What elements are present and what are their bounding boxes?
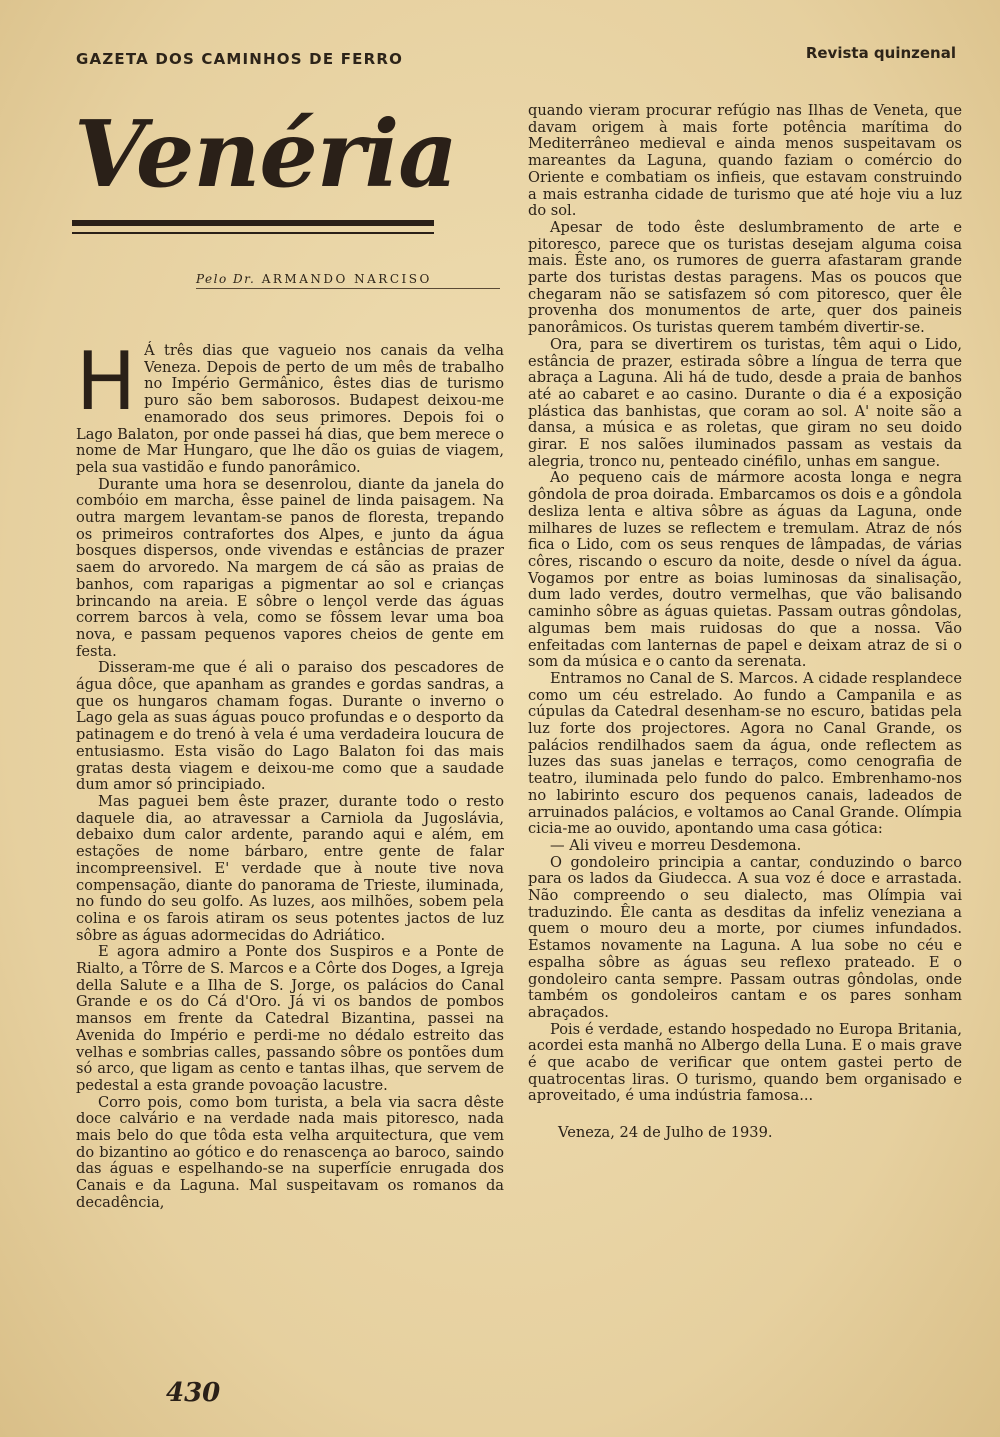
title-rule-thin: [72, 232, 434, 234]
first-paragraph: [76, 335, 504, 477]
paragraph: Á três dias que vagueio nos canais da velha Veneza. Depois de perto de um mês de trabalho no Império Germânico, êstes dias de turismo puro são bem saborosos. Budapest deixou-me enamorado dos seus primores. Depois foi o Lago Balaton, por onde passei há dias, que bem merece o nome de Mar Hungaro, que lhe dão os guias de viagem, pela sua vastidão e fundo panorâmico.: [76, 342, 504, 476]
drop-cap: H: [76, 335, 137, 428]
byline-author: ARMANDO NARCISO: [261, 272, 432, 286]
paragraph: Corro pois, como bom turista, a bela via sacra dêste doce calvário e na verdade nada mais pitoresco, nada mais belo do que tôda esta velha arquitectura, que vem do bizantino ao gótico e do renascença ao baroco, saindo das águas e espelhando-se na superfície enrugada dos Canais e da Laguna. Mal suspeitavam os romanos da decadência,: [76, 1093, 504, 1211]
paragraph: Pois é verdade, estando hospedado no Europa Britania, acordei esta manhã no Albergo della Luna. E o mais grave é que acabo de verificar que ontem gastei perto de quatrocentas liras. O turismo, quando bem organisado e aproveitado, é uma indústria famosa...: [528, 1020, 962, 1105]
publication-periodicity: Revista quinzenal: [805, 44, 956, 62]
page-number: 430: [166, 1378, 221, 1408]
paragraph: Ora, para se divertirem os turistas, têm aqui o Lido, estância de prazer, estirada sôbre a língua de terra que abraça a Laguna. Ali há de tudo, desde a praia de banhos até ao cabaret e ao casino. Durante o dia é a exposição plástica das banhistas, que coram ao sol. A' noite são a dansa, a música e as roletas, que giram no seu doido girar. E nos salões iluminados passam as vestais da alegria, tronco nu, penteado cinéfilo, unhas em sangue.: [528, 335, 962, 470]
publication-name: GAZETA DOS CAMINHOS DE FERRO: [76, 50, 404, 68]
paragraph-continuation: quando vieram procurar refúgio nas Ilhas de Veneta, que davam origem à mais forte potência marítima do Mediterrâneo medieval e ainda menos suspeitavam os mareantes da Laguna, quando faziam o comércio do Oriente e combatiam os infieis, que estavam construindo a mais estranha cidade de turismo que até hoje viu a luz do sol.: [528, 102, 962, 220]
dialogue-line: — Ali viveu e morreu Desdemona.: [550, 836, 802, 854]
article-column-left: [76, 335, 505, 1212]
paragraph: E agora admiro a Ponte dos Suspiros e a Ponte de Rialto, a Tôrre de S. Marcos e a Côrte dos Doges, a Igreja della Salute e a Ilha de S. Jorge, os palácios do Canal Grande e os do Cá d'Oro. Já vi os bandos de pombos mansos em frente da Catedral Bizantina, passei na Avenida do Império e perdi-me no dédalo estreito das velhas e sombrias calles, passando sôbre os pontões dum só arco, que ligam as cento e tantas ilhas, que servem de pedestal a esta grande povoação lacustre.: [76, 943, 505, 1094]
article-column-right: [528, 103, 962, 1142]
paragraph: Mas paguei bem êste prazer, durante todo o resto daquele dia, ao atravessar a Carniola da Jugoslávia, debaixo dum calor ardente, parando aqui e além, em estações de nome bárbaro, entre gente de falar incompreensivel. E' verdade que à noute tive nova compensação, diante do panorama de Trieste, iluminada, no fundo do seu golfo. As luzes, aos milhões, sobem pela colina e os farois atiram os seus potentes jactos de luz sôbre as águas adormecidas do Adriático.: [76, 792, 504, 944]
paragraph: Ao pequeno cais de mármore acosta longa e negra gôndola de proa doirada. Embarcamos os dois e a gôndola desliza lenta e altiva sôbre as águas da Laguna, onde milhares de luzes se reflectem e tremulam. Atraz de nós fica o Lido, com os seus renques de lâmpadas, de várias côres, riscando o escuro da noite, desde o nível da água. Vogamos por entre as boias luminosas da sinalisação, dum lado verdes, doutro vermelhas, que vão balisando caminho sôbre as águas quietas. Passam outras gôndolas, algumas bem mais ruidosas do que a nossa. Vão enfeitadas com lanternas de papel e deixam atraz de si o som da música e o canto da serenata.: [528, 469, 962, 671]
article-byline: [196, 272, 500, 289]
paragraph: Apesar de todo êste deslumbramento de arte e pitoresco, parece que os turistas desejam alguma coisa mais. Êste ano, os rumores de guerra afastaram grande parte dos turistas destas paragens. Mas os poucos que chegaram não se satisfazem só com pitoresco, quer êle provenha dos monumentos de arte, quer dos paineis panorâmicos. Os turistas querem também divertir-se.: [528, 218, 962, 337]
paragraph: Disseram-me que é ali o paraiso dos pescadores de água dôce, que apanham as grandes e gordas sandras, a que os hungaros chamam fogas. Durante o inverno o Lago gela as suas águas pouco profundas e o desporto da patinagem e do trenó à vela é uma verdadeira loucura de entusiasmo. Esta visão do Lago Balaton foi das mais gratas desta viagem e deixou-me como que a saudade dum amor só principiado.: [76, 659, 504, 794]
title-rule-thick: [72, 220, 434, 226]
byline-prefix: Pelo Dr.: [196, 272, 256, 286]
paragraph: Entramos no Canal de S. Marcos. A cidade resplandece como um céu estrelado. Ao fundo a Campanila e as cúpulas da Catedral desenham-se no escuro, batidas pela luz forte dos projectores. Agora no Canal Grande, os palácios rendilhados saem da água, onde reflectem as luzes das suas janelas e terraços, como cenografia de teatro, iluminada pelo fundo do palco. Embrenhamo-nos no labirinto escuro dos pequenos canais, ladeados de arruinados palácios, e voltamos ao Canal Grande. Olímpia cicia-me ao ouvido, apontando uma casa gótica:: [528, 669, 962, 838]
article-title: Venéria: [74, 100, 457, 208]
paragraph: O gondoleiro principia a cantar, conduzindo o barco para os lados da Giudecca. A sua voz é doce e arrastada. Não compreendo o seu dialecto, mas Olímpia vai traduzindo. Êle canta as desditas da infeliz veneziana a quem o mouro deu a morte, por ciumes infundados. Estamos novamente na Laguna. A lua sobe no céu e espalha sôbre as águas seu reflexo prateado. E o gondoleiro canta sempre. Passam outras gôndolas, onde também os gondoleiros cantam e os pares sonham abraçados.: [528, 853, 962, 1021]
paragraph: Durante uma hora se desenrolou, diante da janela do combóio em marcha, êsse painel de linda paisagem. Na outra margem levantam-se panos de floresta, trepando os primeiros contrafortes dos Alpes, e junto da água bosques dispersos, onde vivendas e estâncias de prazer saem do arvoredo. Na margem de cá são as praias de banhos, com raparigas a pigmentar ao sol e crianças brincando na areia. E sôbre o lençol verde das águas correm barcos à vela, como se fôssem levar uma boa nova, e passam pequenos vapores cheios de gente em festa.: [76, 475, 504, 660]
article-signoff: Veneza, 24 de Julho de 1939.: [558, 1124, 773, 1142]
